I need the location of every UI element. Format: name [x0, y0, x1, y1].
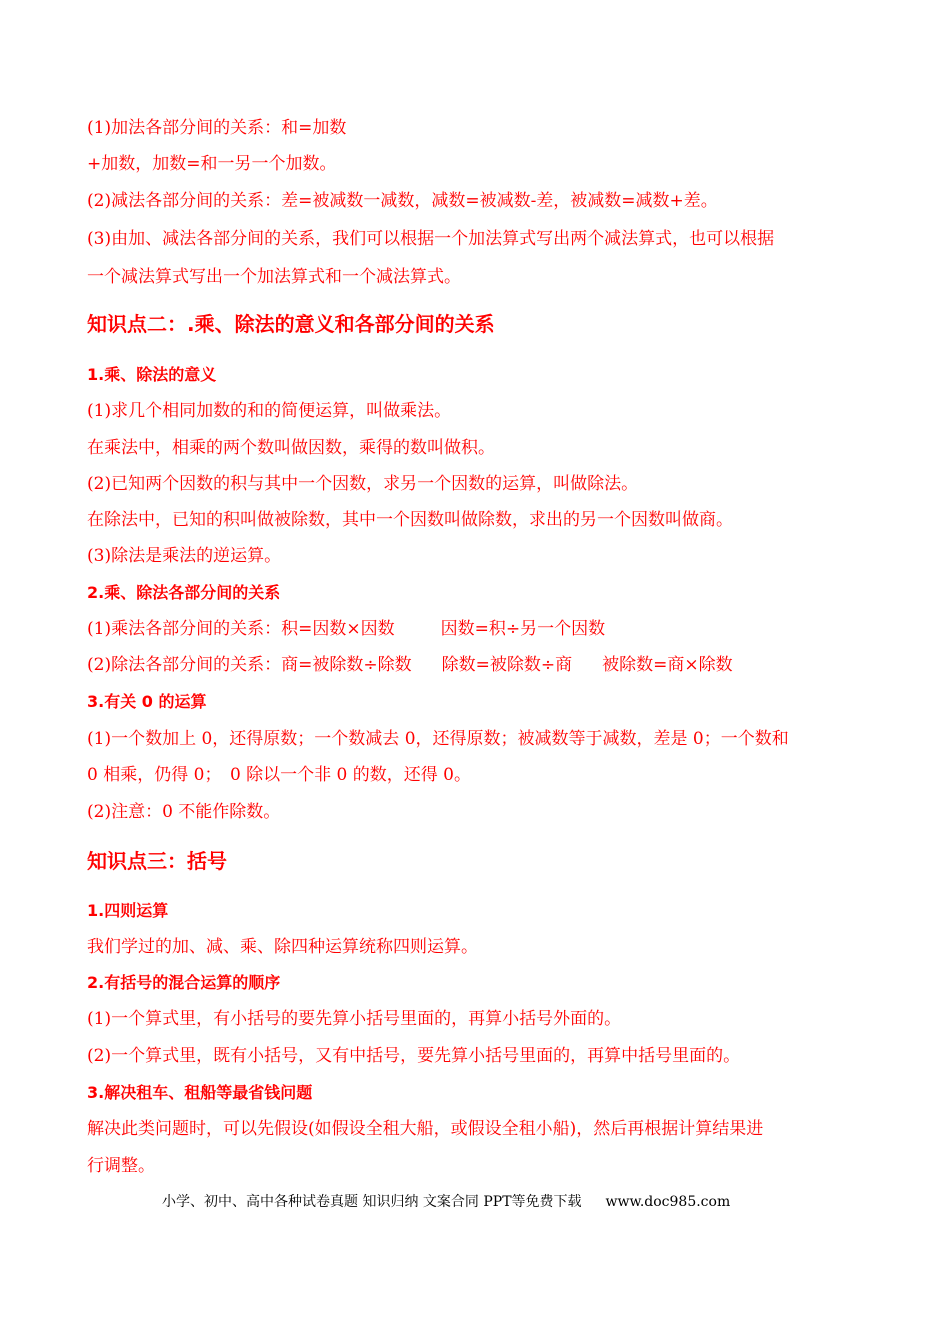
factor-formula: 因数=积÷另一个因数: [440, 619, 606, 639]
paragraph-add-sub-conversion: (3)由加、减法各部分间的关系，我们可以根据一个加法算式写出两个减法算式，也可以根据: [87, 229, 775, 249]
paragraph-division-relation: [87, 654, 733, 676]
paragraph-zero-rules-cont: 0 相乘，仍得 0； 0 除以一个非 0 的数，还得 0。: [87, 765, 472, 785]
paragraph-addition-relation-cont: +加数，加数=和一另一个加数。: [87, 154, 337, 174]
paragraph-rental-method: 解决此类问题时，可以先假设(如假设全租大船，或假设全租小船)，然后再根据计算结果进: [87, 1119, 764, 1139]
paragraph-multiplication-relation: [87, 618, 605, 640]
subheading-bracket-order: 2.有括号的混合运算的顺序: [87, 973, 281, 992]
subheading-mul-div-meaning: 1.乘、除法的意义: [87, 365, 217, 384]
paragraph-addition-relation: (1)加法各部分间的关系：和=加数: [87, 118, 347, 138]
multiplication-relation-formula: (1)乘法各部分间的关系：积=因数×因数: [87, 619, 395, 639]
paragraph-division-terms: 在除法中，已知的积叫做被除数，其中一个因数叫做除数，求出的另一个因数叫做商。: [87, 510, 733, 530]
paragraph-inverse-operation: (3)除法是乘法的逆运算。: [87, 546, 282, 566]
paragraph-zero-divisor-note: (2)注意：0 不能作除数。: [87, 802, 281, 822]
paragraph-subtraction-relation: (2)减法各部分间的关系：差=被减数一减数，减数=被减数-差，被减数=减数+差。: [87, 191, 718, 211]
footer-url: www.doc985.com: [605, 1194, 731, 1210]
paragraph-multiplication-definition: (1)求几个相同加数的和的简便运算，叫做乘法。: [87, 401, 452, 421]
section-title-knowledge-3: 知识点三：括号: [87, 849, 227, 873]
subheading-zero-operations: 3.有关 0 的运算: [87, 692, 207, 711]
subheading-mul-div-relation: 2.乘、除法各部分间的关系: [87, 583, 281, 602]
paragraph-middle-bracket-order: (2)一个算式里，既有小括号，又有中括号，要先算小括号里面的，再算中括号里面的。: [87, 1046, 741, 1066]
quotient-formula: (2)除法各部分间的关系：商=被除数÷除数: [87, 655, 412, 675]
paragraph-zero-rules: (1)一个数加上 0，还得原数；一个数减去 0，还得原数；被减数等于减数，差是 0；一个数和: [87, 729, 789, 749]
paragraph-add-sub-conversion-cont: 一个减法算式写出一个加法算式和一个减法算式。: [87, 267, 461, 287]
paragraph-four-operations: 我们学过的加、减、乘、除四种运算统称四则运算。: [87, 937, 478, 957]
paragraph-multiplication-terms: 在乘法中，相乘的两个数叫做因数，乘得的数叫做积。: [87, 438, 495, 458]
subheading-four-operations: 1.四则运算: [87, 901, 169, 920]
dividend-formula: 被除数=商×除数: [602, 655, 733, 675]
divisor-formula: 除数=被除数÷商: [441, 655, 573, 675]
paragraph-division-definition: (2)已知两个因数的积与其中一个因数，求另一个因数的运算，叫做除法。: [87, 474, 639, 494]
paragraph-rental-method-cont: 行调整。: [87, 1156, 155, 1176]
footer-text: 小学、初中、高中各种试卷真题 知识归纳 文案合同 PPT等免费下载: [162, 1194, 582, 1210]
subheading-cheapest-rental: 3.解决租车、租船等最省钱问题: [87, 1083, 313, 1102]
section-title-knowledge-2: 知识点二：.乘、除法的意义和各部分间的关系: [87, 312, 495, 336]
paragraph-small-bracket-order: (1)一个算式里，有小括号的要先算小括号里面的，再算小括号外面的。: [87, 1009, 622, 1029]
page-footer: [162, 1191, 730, 1211]
